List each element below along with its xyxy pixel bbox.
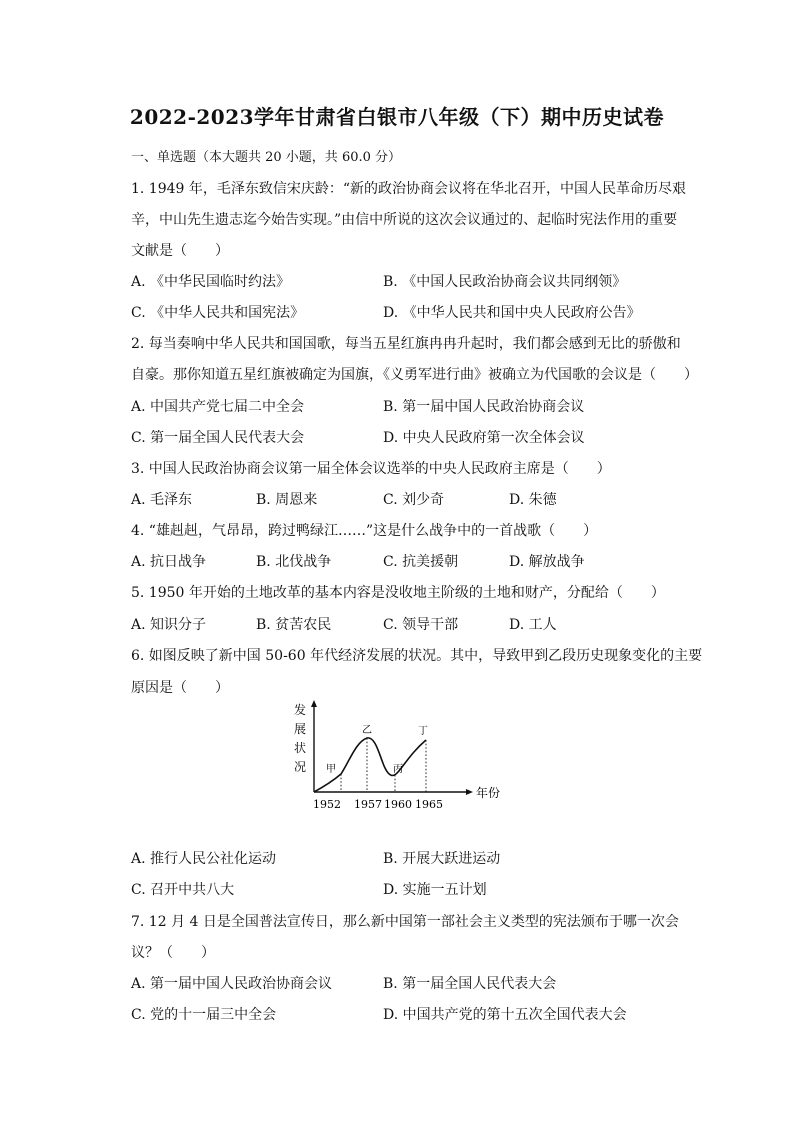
q6-line-2: 原因是（ ） — [131, 680, 229, 696]
q1-line-2: 辛，中山先生遗志迄今始告实现。”由信中所说的这次会议通过的、起临时宪法作用的重要 — [131, 212, 678, 228]
q1-option-b[interactable]: B. 《中国人民政治协商会议共同纲领》 — [383, 274, 627, 290]
q2-option-b[interactable]: B. 第一届中国人民政治协商会议 — [383, 399, 585, 415]
q3-option-d[interactable]: D. 朱德 — [509, 492, 557, 508]
q5-option-b[interactable]: B. 贫苦农民 — [256, 617, 332, 633]
q7-line-2: 议？（ ） — [131, 945, 215, 961]
x-axis-arrow — [466, 789, 473, 795]
q7-option-b[interactable]: B. 第一届全国人民代表大会 — [383, 976, 557, 992]
q6-option-d[interactable]: D. 实施一五计划 — [383, 882, 487, 898]
q3-line-1: 3. 中国人民政治协商会议第一届全体会议选举的中央人民政府主席是（ ） — [131, 461, 611, 477]
point-label-ding: 丁 — [418, 726, 428, 737]
q3-option-a[interactable]: A. 毛泽东 — [131, 492, 193, 508]
x-tick-1957: 1957 — [354, 798, 382, 811]
point-label-bing: 丙 — [393, 764, 403, 775]
q5-line-1: 5. 1950 年开始的土地改革的基本内容是没收地主阶级的土地和财产，分配给（ ） — [131, 585, 665, 601]
ylabel-char-1: 发 — [294, 703, 307, 717]
q2-line-2: 自豪。那你知道五星红旗被确定为国旗，《义勇军进行曲》被确立为代国歌的会议是（ ） — [131, 367, 698, 383]
q4-option-d[interactable]: D. 解放战争 — [509, 554, 585, 570]
point-label-jia: 甲 — [326, 764, 336, 775]
q5-option-c[interactable]: C. 领导干部 — [383, 617, 459, 633]
q1-option-d[interactable]: D. 《中华人民共和国中央人民政府公告》 — [383, 305, 641, 321]
q6-line-1: 6. 如图反映了新中国 50-60 年代经济发展的状况。其中，导致甲到乙段历史现象变化的主要 — [131, 648, 703, 664]
ylabel-char-3: 状 — [294, 741, 307, 755]
y-axis-arrow — [311, 700, 317, 707]
q7-option-a[interactable]: A. 第一届中国人民政治协商会议 — [131, 976, 333, 992]
x-tick-1952: 1952 — [313, 798, 341, 811]
x-axis-label: 年份 — [476, 786, 501, 800]
q2-option-d[interactable]: D. 中央人民政府第一次全体会议 — [383, 430, 585, 446]
q7-line-1: 7. 12 月 4 日是全国普法宣传日，那么新中国第一部社会主义类型的宪法颁布于哪一次会 — [131, 914, 679, 930]
q1-option-c[interactable]: C. 《中华人民共和国宪法》 — [131, 305, 305, 321]
x-tick-1960: 1960 — [384, 798, 412, 811]
q6-option-a[interactable]: A. 推行人民公社化运动 — [131, 851, 277, 867]
q6-option-c[interactable]: C. 召开中共八大 — [131, 882, 235, 898]
q2-option-a[interactable]: A. 中国共产党七届二中全会 — [131, 399, 305, 415]
economic-development-graph — [290, 700, 510, 812]
q1-option-a[interactable]: A. 《中华民国临时约法》 — [131, 274, 291, 290]
ylabel-char-2: 展 — [294, 722, 307, 736]
q2-line-1: 2. 每当奏响中华人民共和国国歌，每当五星红旗冉冉升起时，我们都会感到无比的骄傲和 — [131, 336, 681, 352]
q5-option-a[interactable]: A. 知识分子 — [131, 617, 207, 633]
ylabel-char-4: 况 — [294, 760, 307, 774]
q3-option-c[interactable]: C. 刘少奇 — [383, 492, 445, 508]
q4-option-c[interactable]: C. 抗美援朝 — [383, 554, 459, 570]
x-tick-1965: 1965 — [415, 798, 443, 811]
q4-option-a[interactable]: A. 抗日战争 — [131, 554, 207, 570]
section-heading: 一、单选题（本大题共 20 小题，共 60.0 分） — [131, 150, 402, 165]
q6-option-b[interactable]: B. 开展大跃进运动 — [383, 851, 501, 867]
q4-option-b[interactable]: B. 北伐战争 — [256, 554, 332, 570]
q7-option-c[interactable]: C. 党的十一届三中全会 — [131, 1007, 277, 1023]
q1-line-3: 文献是（ ） — [131, 243, 229, 259]
page-title: 2022-2023学年甘肃省白银市八年级（下）期中历史试卷 — [129, 105, 665, 129]
point-label-yi: 乙 — [362, 725, 372, 736]
q3-option-b[interactable]: B. 周恩来 — [256, 492, 318, 508]
q5-option-d[interactable]: D. 工人 — [509, 617, 557, 633]
q7-option-d[interactable]: D. 中国共产党的第十五次全国代表大会 — [383, 1007, 627, 1023]
q2-option-c[interactable]: C. 第一届全国人民代表大会 — [131, 430, 305, 446]
q1-line-1: 1. 1949 年，毛泽东致信宋庆龄：“新的政治协商会议将在华北召开，中国人民革命历尽艰 — [131, 181, 687, 197]
q4-line-1: 4. “雄赳赳，气昂昂，跨过鸭绿江……”这是什么战争中的一首战歌（ ） — [131, 523, 598, 539]
